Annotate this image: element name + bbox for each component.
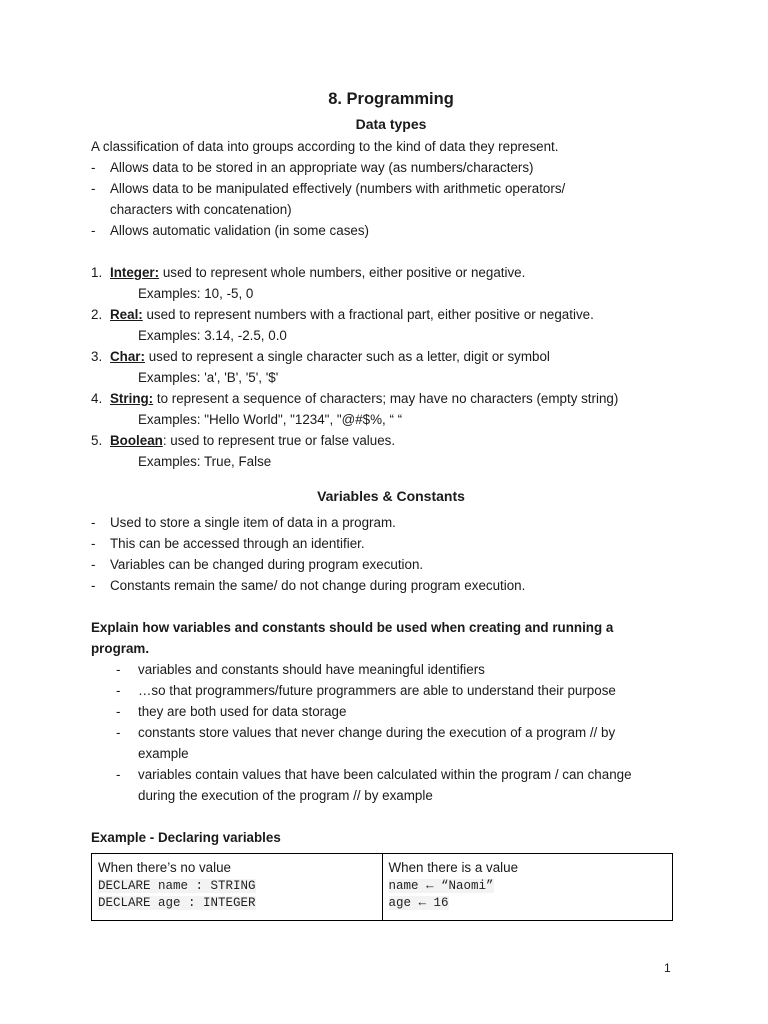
type-examples: Examples: 3.14, -2.5, 0.0 — [138, 328, 287, 343]
answer-item-continuation: example — [138, 746, 189, 761]
table-row — [92, 854, 673, 921]
code-line: name ← “Naomi” — [388, 879, 494, 893]
example-table — [91, 853, 673, 921]
type-examples: Examples: "Hello World", "1234", "@#$%, “ “ — [138, 412, 403, 427]
code-line: DECLARE name : STRING — [98, 879, 256, 893]
list-item: - Allows data to be manipulated effectively (numbers with arithmetic operators/ — [91, 181, 566, 196]
cell-heading: When there is a value — [388, 860, 519, 875]
list-item: - Allows data to be stored in an appropriate way (as numbers/characters) — [91, 160, 534, 175]
code-line: DECLARE age : INTEGER — [98, 896, 256, 910]
list-item-continuation: characters with concatenation) — [110, 202, 292, 217]
cell-heading: When there’s no value — [98, 860, 231, 875]
list-item: - Variables can be changed during program execution. — [91, 557, 424, 572]
answer-item: - …so that programmers/future programmers are able to understand their purpose — [116, 683, 616, 698]
code-line: age ← 16 — [388, 896, 449, 910]
list-item: - Used to store a single item of data in a program. — [91, 515, 396, 530]
page-number: 1 — [664, 961, 671, 975]
type-examples: Examples: 'a', 'B', '5', '$' — [138, 370, 279, 385]
table-cell-with-value — [382, 854, 673, 921]
question-text: Explain how variables and constants should be used when creating and running a — [91, 620, 614, 635]
page-title: 8. Programming — [328, 90, 454, 108]
type-item-string: 4. String: to represent a sequence of characters; may have no characters (empty string) — [91, 391, 619, 406]
type-examples: Examples: True, False — [138, 454, 272, 469]
list-item: - Constants remain the same/ do not change during program execution. — [91, 578, 526, 593]
type-examples: Examples: 10, -5, 0 — [138, 286, 254, 301]
answer-item: - constants store values that never change during the execution of a program // by — [116, 725, 616, 740]
example-heading: Example - Declaring variables — [91, 830, 281, 845]
question-text-continuation: program. — [91, 641, 150, 656]
answer-item: - variables and constants should have meaningful identifiers — [116, 662, 485, 677]
list-item: - Allows automatic validation (in some cases) — [91, 223, 369, 238]
type-item-real: 2. Real: used to represent numbers with a fractional part, either positive or negative. — [91, 307, 594, 322]
document-page — [91, 86, 691, 848]
list-item: - This can be accessed through an identifier. — [91, 536, 365, 551]
intro-text: A classification of data into groups according to the kind of data they represent. — [91, 139, 559, 154]
section-title-variables: Variables & Constants — [317, 488, 465, 504]
answer-item: - variables contain values that have been calculated within the program / can change — [116, 767, 632, 782]
type-item-char: 3. Char: used to represent a single character such as a letter, digit or symbol — [91, 349, 550, 364]
answer-item: - they are both used for data storage — [116, 704, 347, 719]
type-item-boolean: 5. Boolean: used to represent true or false values. — [91, 433, 396, 448]
type-item-integer: 1. Integer: used to represent whole numbers, either positive or negative. — [91, 265, 526, 280]
table-cell-no-value — [92, 854, 383, 921]
answer-item-continuation: during the execution of the program // by example — [138, 788, 433, 803]
section-title-data-types: Data types — [355, 116, 427, 132]
